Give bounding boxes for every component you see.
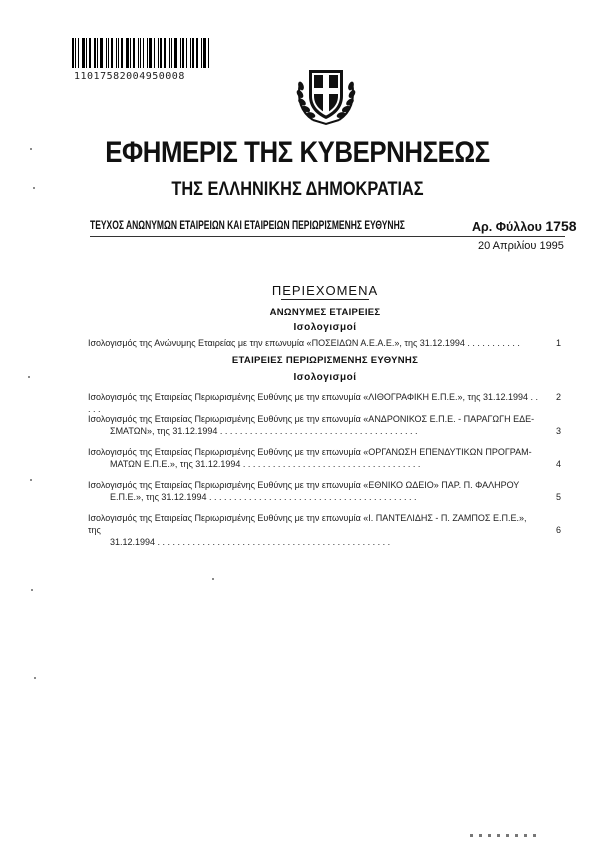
entry-text: Ισολογισμός της Εταιρείας Περιωρισμένης Ευθύνης με την επωνυμία «Ι. ΠΑΝΤΕΛΙΔΗΣ - Π. ΖΑΜΠΟΣ Ε.Π.Ε.», της: [88, 513, 527, 535]
scan-speck: [28, 376, 30, 378]
barcode-number: 11017582004950008: [74, 71, 185, 82]
entry-page-number: 6: [556, 525, 562, 535]
entry-text-continued: ΜΑΤΩΝ Ε.Π.Ε.», της 31.12.1994 . . . . . . . . . . . . . . . . . . . . . . . . . . . . . . . . . . . .: [110, 459, 421, 469]
entry-text: Ισολογισμός της Εταιρείας Περιωρισμένης Ευθύνης με την επωνυμία «ΑΝΔΡΟΝΙΚΟΣ Ε.Π.Ε. - ΠΑΡΑΓΩΓΗ ΕΔΕ-: [88, 414, 535, 424]
sheet-number: 1758: [545, 218, 577, 234]
entry-page-number: 2: [556, 392, 562, 402]
entry-page-number: 5: [556, 492, 562, 502]
barcode: [72, 38, 212, 68]
scan-speck: [31, 589, 33, 591]
entry-page-number: 4: [556, 459, 562, 469]
entry-text: Ισολογισμός της Εταιρείας Περιωρισμένης Ευθύνης με την επωνυμία «ΕΘΝΙΚΟ ΩΔΕΙΟ» ΠΑΡ. Π. ΦΑΛΗΡΟΥ: [88, 480, 520, 490]
entry-text: Ισολογισμός της Εταιρείας Περιωρισμένης Ευθύνης με την επωνυμία «ΛΙΘΟΓΡΑΦΙΚΗ Ε.Π.Ε.», της 31.12.1994 . . . . .: [88, 392, 538, 414]
sheet-label: Αρ. Φύλλου: [472, 220, 542, 234]
entry-text-continued: ΣΜΑΤΩΝ», της 31.12.1994 . . . . . . . . . . . . . . . . . . . . . . . . . . . . . . . . . . . . . . . .: [110, 426, 418, 436]
bottom-edge-marks: [470, 834, 540, 837]
sheet-number-block: [472, 218, 577, 234]
section-heading-sa: ΑΝΩΝΥΜΕΣ ΕΤΑΙΡΕΙΕΣ: [269, 307, 381, 318]
entry-text-continued: 31.12.1994 . . . . . . . . . . . . . . . . . . . . . . . . . . . . . . . . . . . . . . . . . . . . . . .: [110, 537, 391, 547]
scan-speck: [30, 148, 32, 150]
contents-entry[interactable]: [88, 479, 538, 503]
entry-text: Ισολογισμός της Εταιρείας Περιωρισμένης Ευθύνης με την επωνυμία «ΟΡΓΑΝΩΣΗ ΕΠΕΝΔΥΤΙΚΩΝ ΠΡΟΓΡΑΜ-: [88, 447, 532, 457]
scan-speck: [34, 677, 36, 679]
entry-page-number: 3: [556, 426, 562, 436]
scan-speck: [30, 479, 32, 481]
contents-entry[interactable]: [88, 512, 538, 548]
entry-text-continued: Ε.Π.Ε.», της 31.12.1994 . . . . . . . . . . . . . . . . . . . . . . . . . . . . . . . . . . . . . . . . . .: [110, 492, 417, 502]
greek-coat-of-arms-icon: [291, 60, 361, 130]
contents-entry[interactable]: [88, 337, 538, 349]
gazette-subtitle: ΤΗΣ ΕΛΛΗΝΙΚΗΣ ΔΗΜΟΚΡΑΤΙΑΣ: [171, 179, 424, 200]
header-rule: [90, 236, 565, 237]
gazette-title: ΕΦΗΜΕΡΙΣ ΤΗΣ ΚΥΒΕΡΝΗΣΕΩΣ: [105, 136, 490, 169]
contents-entry[interactable]: [88, 391, 538, 415]
contents-underline: [281, 299, 369, 300]
scan-speck: [212, 578, 214, 580]
issue-date: 20 Απριλίου 1995: [478, 240, 564, 252]
entry-page-number: 1: [556, 338, 562, 348]
contents-title: ΠΕΡΙΕΧΟΜΕΝΑ: [271, 283, 379, 298]
contents-entry[interactable]: [88, 413, 538, 437]
issue-type: ΤΕΥΧΟΣ ΑΝΩΝΥΜΩΝ ΕΤΑΙΡΕΙΩΝ ΚΑΙ ΕΤΑΙΡΕΙΩΝ ΠΕΡΙΩΡΙΣΜΕΝΗΣ ΕΥΘΥΝΗΣ: [90, 220, 405, 232]
section-subheading-sa: Ισολογισμοί: [293, 322, 357, 333]
entry-text: Ισολογισμός της Ανώνυμης Εταιρείας με την επωνυμία «ΠΟΣΕΙΔΩΝ Α.Ε.Α.Ε.», της 31.12.1994 . . . . . . . . . . .: [88, 338, 520, 348]
contents-entry[interactable]: [88, 446, 538, 470]
section-heading-epe: ΕΤΑΙΡΕΙΕΣ ΠΕΡΙΩΡΙΣΜΕΝΗΣ ΕΥΘΥΝΗΣ: [231, 355, 419, 366]
scan-speck: [33, 187, 35, 189]
section-subheading-epe: Ισολογισμοί: [293, 372, 357, 383]
